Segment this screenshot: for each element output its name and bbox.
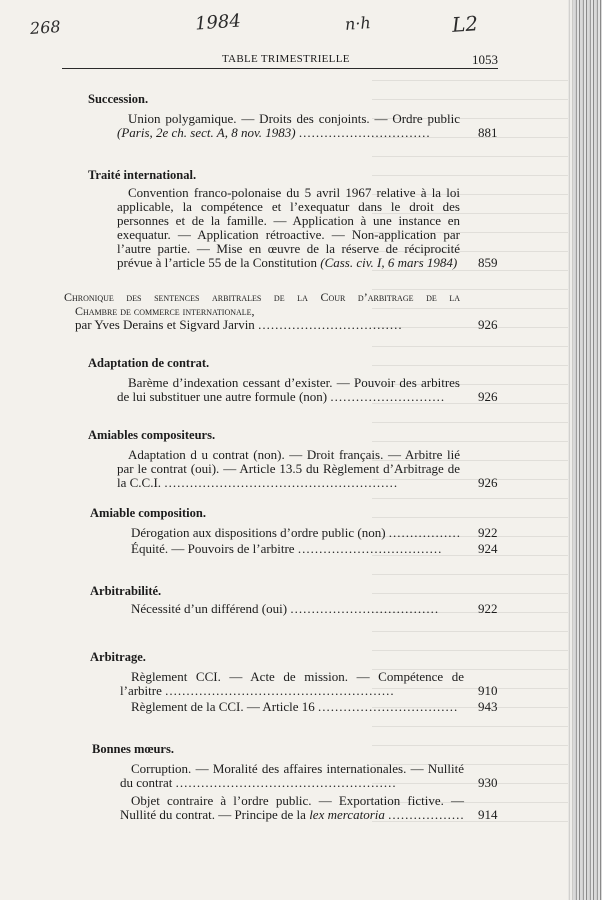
entry-line: l’arbitre ...................................................... xyxy=(120,683,395,698)
entry-line: la C.C.I. ....................................................... xyxy=(117,475,399,490)
entry-line: Union polygamique. — Droits des conjoints. — Ordre public xyxy=(128,111,460,126)
section-heading: Amiable composition. xyxy=(90,506,206,520)
entry-line: Corruption. — Moralité des affaires internationales. — Nullité xyxy=(131,761,464,776)
entry-line: du contrat .................................................... xyxy=(120,775,397,790)
page-number: 926 xyxy=(478,475,498,490)
entry-text: la C.C.I. xyxy=(117,475,162,490)
entry-line: applicable, la compétence et l’exequatur dans le droit des xyxy=(117,199,460,214)
entry-line: Barème d’indexation cessant d’exister. — Pouvoir des arbitres xyxy=(128,375,460,390)
entry-line: personnes et de la famille. — Application à une instance en xyxy=(117,213,460,228)
handwritten-mark: 268 xyxy=(29,16,62,39)
section-heading: Traité international. xyxy=(88,168,197,182)
entry-text: l’arbitre xyxy=(120,683,162,698)
entry-line: Règlement CCI. — Acte de mission. — Compétence de xyxy=(131,669,464,684)
handwritten-mark: L2 xyxy=(451,11,479,37)
citation: lex mercatoria xyxy=(309,807,385,822)
entry-text: Dérogation aux dispositions d’ordre public (non) xyxy=(131,525,386,540)
handwritten-mark: 1984 xyxy=(194,10,242,35)
page-number: 922 xyxy=(478,525,498,540)
running-head xyxy=(62,53,498,66)
section-heading: Succession. xyxy=(88,92,149,106)
entry-text: prévue à l’article 55 de la Constitution xyxy=(117,255,317,270)
page-number: 922 xyxy=(478,601,498,616)
entry-text: Règlement de la CCI. — Article 16 xyxy=(131,699,315,714)
running-head-title: TABLE TRIMESTRIELLE xyxy=(222,53,350,65)
entry-line: Nécessité d’un différend (oui) ................................... xyxy=(131,601,440,616)
entry-text: de lui substituer une autre formule (non) xyxy=(117,389,328,404)
section-heading: Arbitrage. xyxy=(90,650,146,664)
entry-line: Objet contraire à l’ordre public. — Exportation fictive. — xyxy=(131,793,464,808)
entry-line: exequatur. — Application rétroactive. — Non-application par xyxy=(117,227,460,242)
page-number: 910 xyxy=(478,683,498,698)
entry-line: Nullité du contrat. — Principe de la lex mercatoria .................. xyxy=(120,807,465,822)
entry-line: Dérogation aux dispositions d’ordre public (non) ................. xyxy=(131,525,462,540)
page-number: 914 xyxy=(478,807,498,822)
entry-line: Adaptation d u contrat (non). — Droit français. — Arbitre lié xyxy=(128,447,460,462)
entry-line: Convention franco-polonaise du 5 avril 1967 relative à la loi xyxy=(128,185,460,200)
running-head-page-number: 1053 xyxy=(472,52,498,67)
page-number: 930 xyxy=(478,775,498,790)
page-number: 926 xyxy=(478,389,498,404)
entry-text: Nécessité d’un différend (oui) xyxy=(131,601,288,616)
page-number: 943 xyxy=(478,699,498,714)
entry-text: Équité. — Pouvoirs de l’arbitre xyxy=(131,541,295,556)
entry-text: du contrat xyxy=(120,775,173,790)
section-heading: Arbitrabilité. xyxy=(90,584,162,598)
page-number: 881 xyxy=(478,125,498,140)
entry-line: de lui substituer une autre formule (non) ........................... xyxy=(117,389,446,404)
entry-line: l’autre partie. — Mise en œuvre de la réserve de réciprocité xyxy=(117,241,460,256)
citation: (Paris, 2e ch. sect. A, 8 nov. 1983) xyxy=(117,125,296,140)
chronique-line: Chambre de commerce internationale, xyxy=(75,304,255,318)
chronique-line: par Yves Derains et Sigvard Jarvin .................................. xyxy=(75,317,403,332)
entry-line: Équité. — Pouvoirs de l’arbitre .................................. xyxy=(131,541,443,556)
header-rule xyxy=(62,68,498,69)
entry-line xyxy=(117,256,457,270)
page-number: 926 xyxy=(478,317,498,332)
citation: (Cass. civ. I, 6 mars 1984) xyxy=(320,255,458,270)
section-heading: Bonnes mœurs. xyxy=(92,742,174,756)
handwritten-mark: n·h xyxy=(344,13,372,34)
section-heading: Amiables compositeurs. xyxy=(88,428,216,442)
book-spine-edge xyxy=(568,0,602,900)
section-heading: Adaptation de contrat. xyxy=(88,356,210,370)
page-number: 924 xyxy=(478,541,498,556)
chronique-line: Chronique des sentences arbitrales de la Cour d’arbitrage de la xyxy=(64,290,460,304)
page-number: 859 xyxy=(478,255,498,270)
entry-line: (Paris, 2e ch. sect. A, 8 nov. 1983) ............................... xyxy=(117,125,431,140)
entry-text: Nullité du contrat. — Principe de la xyxy=(120,807,306,822)
entry-line: par le contrat (oui). — Article 13.5 du Règlement d’Arbitrage de xyxy=(117,461,460,476)
entry-line: Règlement de la CCI. — Article 16 ................................. xyxy=(131,699,459,714)
chronique-authors: par Yves Derains et Sigvard Jarvin xyxy=(75,317,255,332)
